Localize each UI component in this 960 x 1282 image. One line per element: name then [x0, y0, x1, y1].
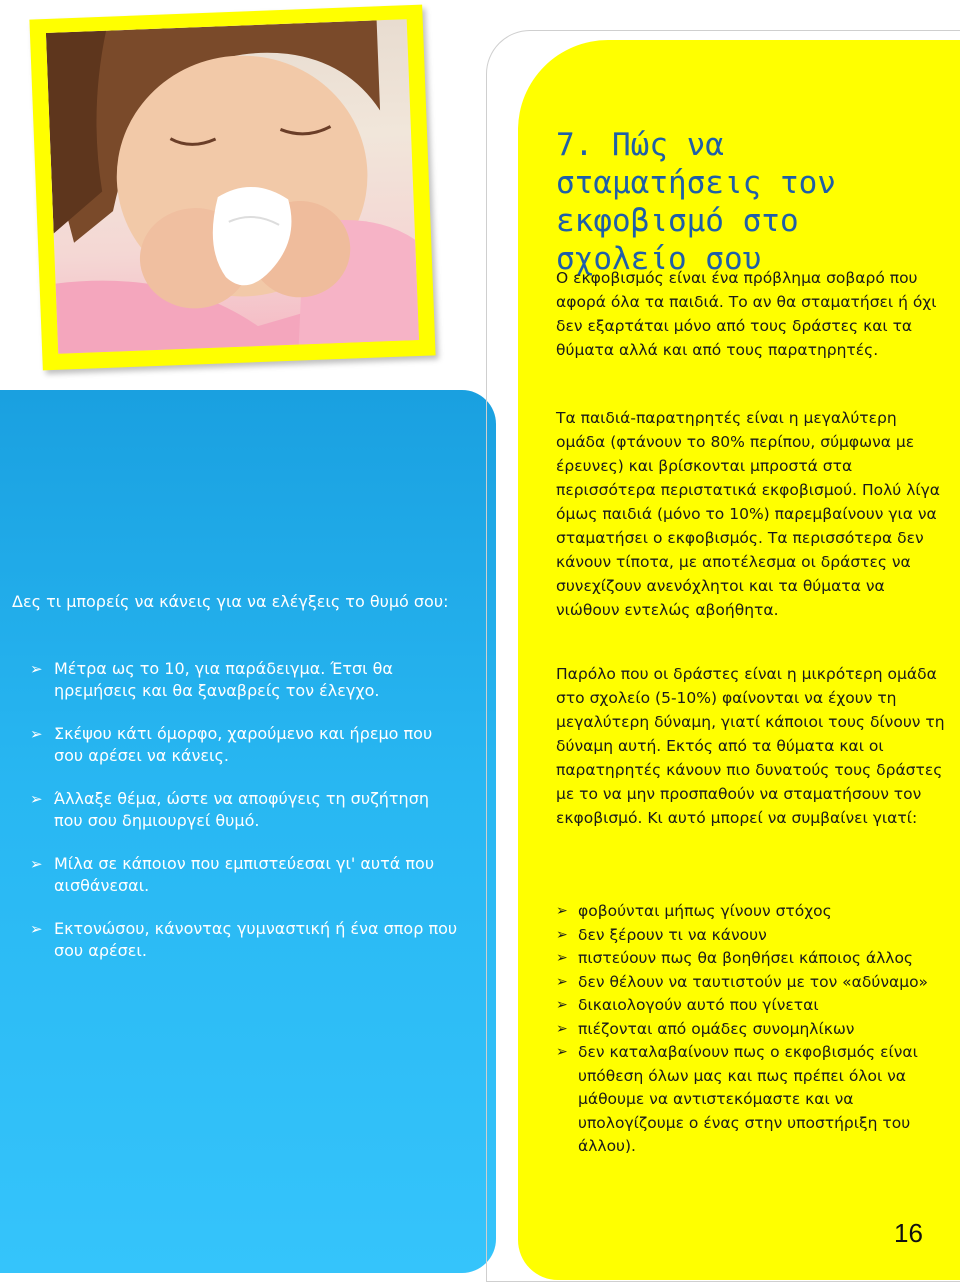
arrow-bullet-icon: ➢ — [30, 920, 43, 938]
arrow-bullet-icon: ➢ — [30, 725, 43, 743]
arrow-bullet-icon: ➢ — [30, 855, 43, 873]
reasons-list — [556, 900, 936, 1159]
arrow-bullet-icon: ➢ — [556, 1020, 568, 1037]
arrow-bullet-icon: ➢ — [556, 973, 568, 990]
photo-frame — [29, 5, 435, 371]
section-heading: 7. Πώς να σταματήσεις τον εκφοβισμό στο σχολείο σου — [556, 127, 836, 277]
arrow-bullet-icon: ➢ — [556, 997, 568, 1013]
arrow-bullet-icon: ➢ — [30, 790, 43, 808]
arrow-bullet-icon: ➢ — [556, 1044, 568, 1060]
list-item: ➢ Μέτρα ως το 10, για παράδειγμα. Έτσι θα ηρεμήσεις και θα ξαναβρείς τον έλεγχο. — [30, 659, 393, 700]
list-item: ➢ φοβούνται μήπως γίνουν στόχος — [556, 900, 936, 924]
arrow-bullet-icon: ➢ — [556, 903, 568, 919]
list-item: ➢ δικαιολογούν αυτό που γίνεται — [556, 994, 936, 1018]
arrow-bullet-icon: ➢ — [556, 950, 568, 966]
list-item: ➢ Εκτονώσου, κάνοντας γυμναστική ή ένα σπορ που σου αρέσει. — [30, 919, 458, 960]
list-item: ➢ Μίλα σε κάποιον που εμπιστεύεσαι γι' αυτά που αισθάνεσαι. — [30, 854, 435, 895]
bystanders-paragraph: Τα παιδιά-παρατηρητές είναι η μεγαλύτερη ομάδα (φτάνουν το 80% περίπου, σύμφωνα με έρευνες) και βρίσκονται μπροστά στα περισσότερα περιστατικά εκφοβισμού. Πολύ λίγα όμως παιδιά (μόνο το 10%) παρεμβαίνουν για να σταματήσει ο εκφοβισμός. Τα περισσότερα δεν κάνουν τίποτα, με αποτέλεσμα οι δράστες να συνεχίζουν ανενόχλητοι και τα θύματα να νιώθουν εντελώς αβοήθητα. — [556, 409, 941, 619]
intro-paragraph: Ο εκφοβισμός είναι ένα πρόβλημα σοβαρό που αφορά όλα τα παιδιά. Το αν θα σταματήσει ή όχι δεν εξαρτάται μόνο από τους δράστες και τα θύματα αλλά και από τους παρατηρητές. — [556, 269, 937, 359]
anger-tips-list — [30, 658, 460, 983]
list-item: ➢ πιστεύουν πως θα βοηθήσει κάποιος άλλος — [556, 947, 936, 971]
list-item: ➢ πιέζονται από ομάδες συνομηλίκων — [556, 1018, 936, 1042]
list-item: ➢ Σκέψου κάτι όμορφο, χαρούμενο και ήρεμο που σου αρέσει να κάνεις. — [30, 724, 433, 765]
page-number: 16 — [894, 1218, 923, 1248]
girl-blowing-nose-image — [46, 19, 419, 354]
bullies-paragraph: Παρόλο που οι δράστες είναι η μικρότερη ομάδα στο σχολείο (5-10%) φαίνονται να έχουν τη μεγαλύτερη δύναμη, γιατί κάποιοι τους δίνουν τη δύναμη αυτή. Εκτός από τα θύματα και οι παρατηρητές κάνουν πιο δυνατούς τους δράστες με το να μην προσπαθούν να σταματήσουν τον εκφοβισμό. Κι αυτό μπορεί να συμβαίνει γιατί: — [556, 665, 945, 827]
list-item: ➢ δεν θέλουν να ταυτιστούν με τον «αδύναμο» — [556, 971, 936, 995]
anger-tips-intro: Δες τι μπορείς να κάνεις για να ελέγξεις το θυμό σου: — [12, 592, 449, 611]
list-item: ➢ δεν καταλαβαίνουν πως ο εκφοβισμός είναι υπόθεση όλων μας και πως πρέπει όλοι να μάθουμε να αντιστεκόμαστε και να υπολογίζουμε ο ένας στην υποστήριξη του άλλου). — [556, 1043, 918, 1155]
photo-illustration — [46, 19, 419, 354]
list-item: ➢ δεν ξέρουν τι να κάνουν — [556, 924, 936, 948]
arrow-bullet-icon: ➢ — [556, 926, 568, 943]
list-item: ➢ Άλλαξε θέμα, ώστε να αποφύγεις τη συζήτηση που σου δημιουργεί θυμό. — [30, 789, 429, 830]
arrow-bullet-icon: ➢ — [30, 660, 43, 678]
